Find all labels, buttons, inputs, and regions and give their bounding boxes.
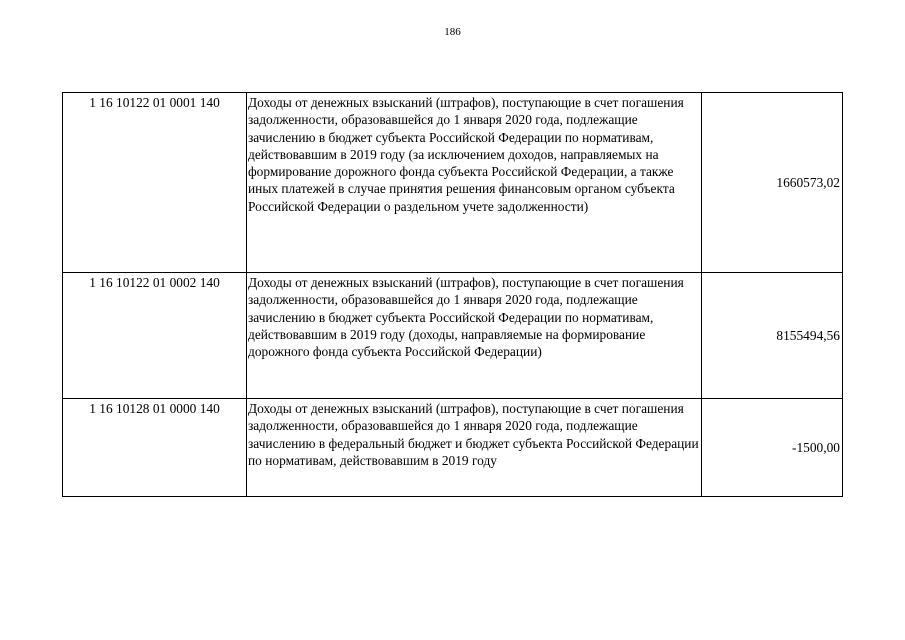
table-row <box>63 93 843 273</box>
revenue-table <box>62 92 843 497</box>
budget-classification-code: 1 16 10122 01 0001 140 <box>63 93 247 273</box>
budget-classification-code: 1 16 10122 01 0002 140 <box>63 273 247 399</box>
revenue-amount: 1660573,02 <box>702 93 843 273</box>
budget-classification-code: 1 16 10128 01 0000 140 <box>63 399 247 497</box>
revenue-amount: 8155494,56 <box>702 273 843 399</box>
revenue-description: Доходы от денежных взысканий (штрафов), поступающие в счет погашения задолженности, образовавшейся до 1 января 2020 года, подлежащие зачислению в бюджет субъекта Российской Федерации по нормативам, действовавшим в 2019 году (за исключением доходов, направляемых на формирование дорожного фонда субъекта Российской Федерации, а также иных платежей в случае принятия решения финансовым органом субъекта Российской Федерации о раздельном учете задолженности) <box>247 93 702 273</box>
page-number: 186 <box>444 26 461 38</box>
revenue-amount: -1500,00 <box>702 399 843 497</box>
table-row <box>63 399 843 497</box>
table-row <box>63 273 843 399</box>
revenue-description: Доходы от денежных взысканий (штрафов), поступающие в счет погашения задолженности, образовавшейся до 1 января 2020 года, подлежащие зачислению в бюджет субъекта Российской Федерации по нормативам, действовавшим в 2019 году (доходы, направляемые на формирование дорожного фонда субъекта Российской Федерации) <box>247 273 702 399</box>
revenue-description: Доходы от денежных взысканий (штрафов), поступающие в счет погашения задолженности, образовавшейся до 1 января 2020 года, подлежащие зачислению в федеральный бюджет и бюджет субъекта Российской Федерации по нормативам, действовавшим в 2019 году <box>247 399 702 497</box>
